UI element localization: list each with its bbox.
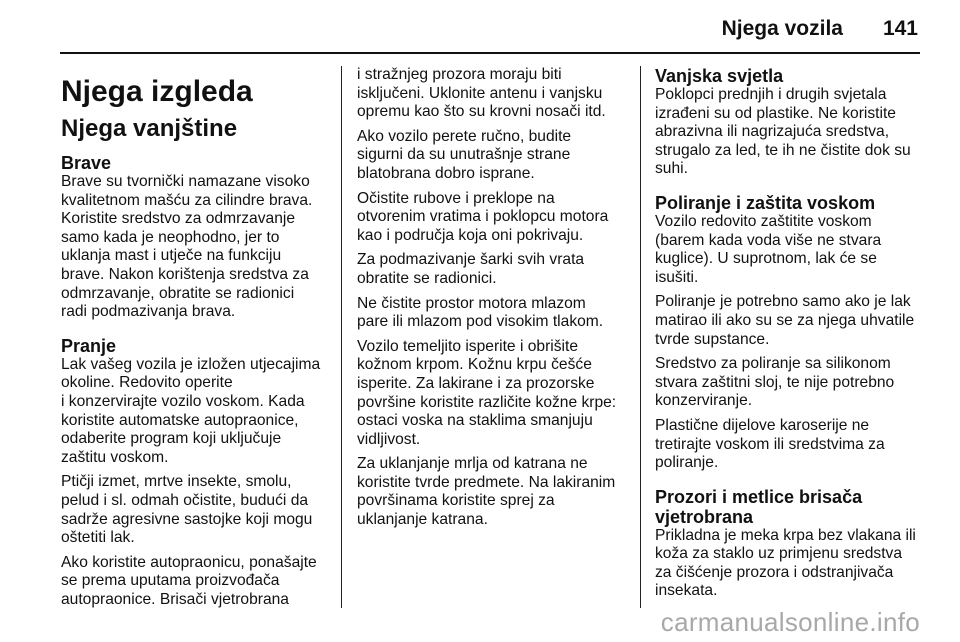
text-line: brave. Nakon korištenja sredstva za [61,265,309,283]
text-line: Koristite sredstvo za odmrzavanje [61,210,296,228]
paragraph [655,527,925,601]
text-line: zaštitu voskom. [61,448,169,466]
text-line: koristite tvrde predmete. Na lakiranim [357,473,616,491]
text-line: Ako koristite autopraonicu, ponašajte [61,553,317,571]
text-line: ostaci voska na staklima smanjuju [357,412,593,430]
text-line: pare ili mlazom pod visokim tlakom. [357,313,604,331]
text-line: Vozilo redovito zaštitite voskom [655,212,872,230]
text-line: isušiti. [655,268,699,286]
heading-line: vjetrobrana [655,506,754,527]
text-line: kao i područja koja oni pokrivaju. [357,226,584,244]
text-line: Brave su tvornički namazane visoko [61,173,310,190]
paragraph [655,355,925,411]
paragraph [655,213,925,287]
paragraph [655,417,925,473]
text-line: se prema uputama proizvođača [61,572,280,590]
column-divider [341,66,342,608]
text-line: konzerviranje. [655,392,753,410]
text-line: isključeni. Uklonite antenu i vanjsku [357,84,603,102]
text-line: Prikladna je meka krpa bez vlakana ili [655,526,916,544]
text-line: isperite. Za lakirane i za prozorske [357,374,595,392]
text-line: tvrde supstance. [655,330,770,348]
running-title: Njega vozila [721,17,843,40]
text-line: okoline. Redovito operite [61,374,233,392]
text-line: Ptičji izmet, mrtve insekte, smolu, [61,473,292,491]
text-line: Poklopci prednjih i drugih svjetala [655,86,887,103]
text-line: Očistite rubove i preklope na [357,189,555,207]
text-line: koristite automatske autopraonice, [61,411,299,429]
heading-brave: Brave [61,153,112,173]
subsection-title: Njega vanjštine [61,115,238,142]
paragraph [61,356,327,468]
text-line: uklanja mast i utječe na funkciju [61,247,282,265]
paragraph [655,293,925,349]
text-line: površinama koristite sprej za [357,492,555,510]
paragraph [357,190,625,246]
text-line: insekata. [655,582,718,600]
text-line: Plastične dijelove karoserije ne [655,416,870,434]
text-line: kožnom krpom. Kožnu krpu češće [357,356,592,374]
text-line: strugalo za led, te ih ne čistite dok su [655,141,911,159]
section-title: Njega izgleda [61,75,253,108]
text-line: Sredstvo za poliranje sa silikonom [655,355,891,373]
column-3 [655,66,925,601]
text-line: sigurni da su unutrašnje strane [357,146,571,164]
text-line: uklanjanje katrana. [357,511,488,529]
text-line: površine koristite različite kožne krpe: [357,393,617,411]
paragraph [357,66,625,122]
paragraph [357,128,625,184]
text-line: kvalitetnom mašću za cilindre brava. [61,191,313,209]
text-line: Lak vašeg vozila je izložen utjecajima [61,355,321,373]
text-line: i konzervirajte vozilo voskom. Kada [61,392,305,410]
text-line: otvorenim vratima i poklopcu motora [357,208,609,226]
text-line: tretirajte voskom ili sredstvima za [655,435,885,453]
text-line: Za uklanjanje mrlja od katrana ne [357,455,588,473]
page-header [60,0,920,54]
text-line: Za podmazivanje šarki svih vrata [357,251,585,269]
paragraph [61,173,327,322]
page-number: 141 [882,17,918,40]
paragraph [655,86,925,179]
paragraph [357,251,625,288]
paragraph [357,455,625,529]
text-line: obratite se radionici. [357,269,497,287]
text-line: stvara zaštitni sloj, te nije potrebno [655,373,895,391]
text-line: kuglice). U suprotnom, lak će se [655,250,877,268]
paragraph [357,338,625,450]
text-line: matirao ili ako su se za njega uhvatile [655,311,915,329]
text-line: (barem kada voda više ne stvara [655,231,882,249]
text-line: odmrzavanje, obratite se radionici [61,284,295,302]
text-line: pelud i sl. odmah očistite, budući da [61,491,309,509]
text-line: oštetiti lak. [61,529,135,547]
text-line: sadrže agresivne sastojke koji mogu [61,510,313,528]
text-line: abrazivna ili nagrizajuća sredstva, [655,123,890,141]
text-line: koža za staklo uz primjenu sredstva [655,545,903,563]
text-line: autopraonice. Brisači vjetrobrana [61,590,289,608]
text-line: Ako vozilo perete ručno, budite [357,127,572,145]
text-line: odaberite program koji uključuje [61,430,282,448]
text-line: radi podmazivanja brava. [61,303,236,321]
text-line: izrađeni su od plastike. Ne koristite [655,104,896,122]
column-1 [61,66,327,609]
column-divider [640,66,641,608]
heading-vanjska-svjetla: Vanjska svjetla [655,66,784,86]
heading-line: Prozori i metlice brisača [655,486,863,507]
text-line: Poliranje je potrebno samo ako je lak [655,293,911,311]
heading-pranje: Pranje [61,335,117,356]
column-2 [357,66,625,530]
paragraph [61,473,327,547]
paragraph [357,295,625,332]
text-line: suhi. [655,160,688,178]
text-line: i stražnjeg prozora moraju biti [357,66,562,83]
heading-prozori [655,487,925,527]
text-line: za čišćenje prozora i odstranjivača [655,563,894,581]
heading-poliranje: Poliranje i zaštita voskom [655,192,876,213]
text-line: opremu kao što su krovni nosači itd. [357,103,606,121]
text-line: Vozilo temeljito isperite i obrišite [357,337,579,355]
text-line: poliranje. [655,454,719,472]
text-line: vidljivost. [357,430,421,448]
text-line: blatobrana dobro isprane. [357,164,535,182]
text-line: Ne čistite prostor motora mlazom [357,294,586,312]
paragraph [61,554,327,610]
text-line: samo kada je neophodno, jer to [61,228,280,246]
watermark: carmanualsonline.info [660,607,920,637]
